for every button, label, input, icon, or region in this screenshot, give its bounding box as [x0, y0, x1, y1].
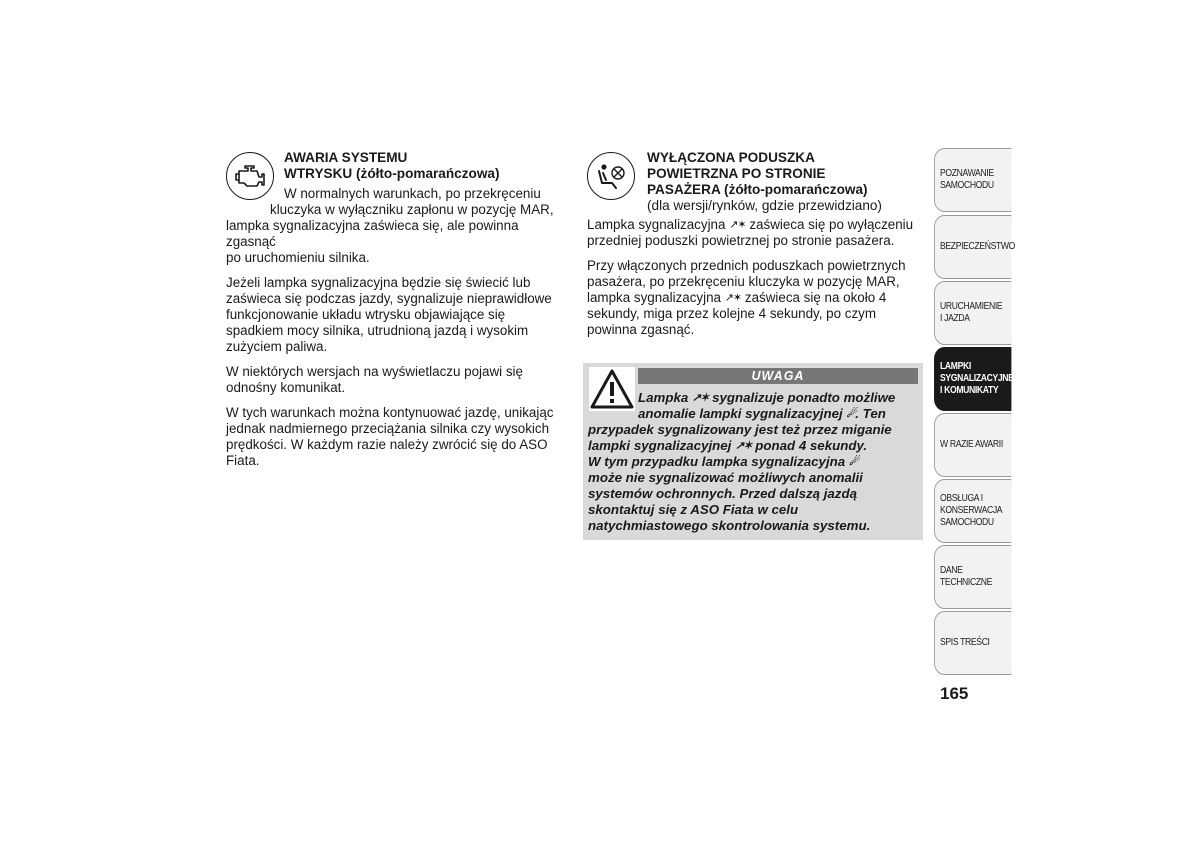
tab-obsluga-i-konserwacja[interactable]: OBSŁUGA I KONSERWACJA SAMOCHODU: [934, 479, 1011, 543]
injection-paragraph-2: Jeżeli lampka sygnalizacyjna będzie się świecić lub zaświeca się podczas jazdy, sygnalizuje nieprawidłowe funkcjonowanie układu wtrysku objawiające się spadkiem mocy silnika, utrudnioną jazdą i wysokim zużyciem paliwa.: [226, 275, 552, 354]
left-column: [226, 150, 560, 468]
airbag-off-inline-icon: ↗✶: [729, 219, 746, 231]
warning-box: [583, 363, 923, 540]
tab-spis-tresci[interactable]: SPIS TREŚCI: [934, 611, 1011, 675]
tab-uruchamienie-i-jazda[interactable]: URUCHAMIENIE I JAZDA: [934, 281, 1011, 345]
tab-poznawanie-samochodu[interactable]: POZNAWANIE SAMOCHODU: [934, 148, 1011, 212]
injection-paragraph-1: W normalnych warunkach, po przekręceniu kluczyka w wyłączniku zapłonu w pozycję MAR, lampka sygnalizacyjna zaświeca się, ale powinna zgasnąć po uruchomieniu silnika. Jeżeli lampka sygnalizacyjna będzie się świecić lub zaświeca się podczas jazdy, sygnalizuje nieprawidłowe funkcjonowanie układu wtrysku objawiające się spadkiem mocy silnika, utrudnioną jazdą i wysokim zużyciem paliwa. W niektórych wersjach na wyświetlaczu pojawi się odnośny komunikat. W tych warunkach można kontynuować jazdę, unikając jednak nadmiernego przeciążania silnika czy wysokich prędkości. W każdym razie należy zwrócić się do ASO Fiata.: [226, 186, 560, 478]
airbag-paragraph-1: Lampka sygnalizacyjna ↗✶ zaświeca się po wyłączeniu przedniej poduszki powietrznej po stronie pasażera.: [587, 217, 914, 248]
injection-paragraph-3: W niektórych wersjach na wyświetlaczu pojawi się odnośny komunikat.: [226, 364, 523, 395]
tab-w-razie-awarii[interactable]: W RAZIE AWARII: [934, 413, 1011, 477]
tab-lampki-sygnalizacyjne[interactable]: LAMPKI SYGNALIZACYJNE I KOMUNIKATY: [934, 347, 1011, 411]
warning-header: UWAGA: [638, 368, 918, 384]
page-number: 165: [940, 684, 969, 703]
tab-dane-techniczne[interactable]: DANE TECHNICZNE: [934, 545, 1011, 609]
injection-paragraph-4: W tych warunkach można kontynuować jazdę, unikając jednak nadmiernego przeciążania silnika czy wysokich prędkości. W każdym razie należy zwrócić się do ASO Fiata.: [226, 405, 554, 468]
injection-failure-title: AWARIA SYSTEMU WTRYSKU (żółto-pomarańczowa): [284, 150, 500, 181]
middle-column: [587, 150, 923, 347]
tab-bezpieczenstwo[interactable]: BEZPIECZEŃSTWO: [934, 215, 1011, 279]
airbag-off-heading: [587, 150, 923, 214]
airbag-off-title: WYŁĄCZONA PODUSZKA POWIETRZNA PO STRONIE PASAŻERA (żółto-pomarańczowa) (dla wersji/rynków, gdzie przewidziano): [647, 150, 882, 213]
airbag-off-inline-icon: ↗✶: [724, 292, 742, 304]
warning-text: Lampka ↗✶ sygnalizuje ponadto możliwe anomalie lampki sygnalizacyjnej ☄. Ten przypadek sygnalizowany jest też przez miganie lampki sygnalizacyjnej ↗✶ ponad 4 sekundy. W tym przypadku lampka sygnalizacyjna ☄ może nie sygnalizować możliwych anomalii systemów ochronnych. Przed dalszą jazdą skontaktuj się z ASO Fiata w celu natychmiastowego skontrolowania systemu.: [588, 390, 896, 533]
passenger-airbag-off-icon: [587, 152, 635, 200]
airbag-paragraph-2: Przy włączonych przednich poduszkach powietrznych pasażera, po przekręceniu kluczyka w pozycję MAR, lampka sygnalizacyjna ↗✶ zaświeca się na około 4 sekundy, miga przez kolejne 4 sekundy, po czym powinna zgasnąć.: [587, 258, 906, 337]
